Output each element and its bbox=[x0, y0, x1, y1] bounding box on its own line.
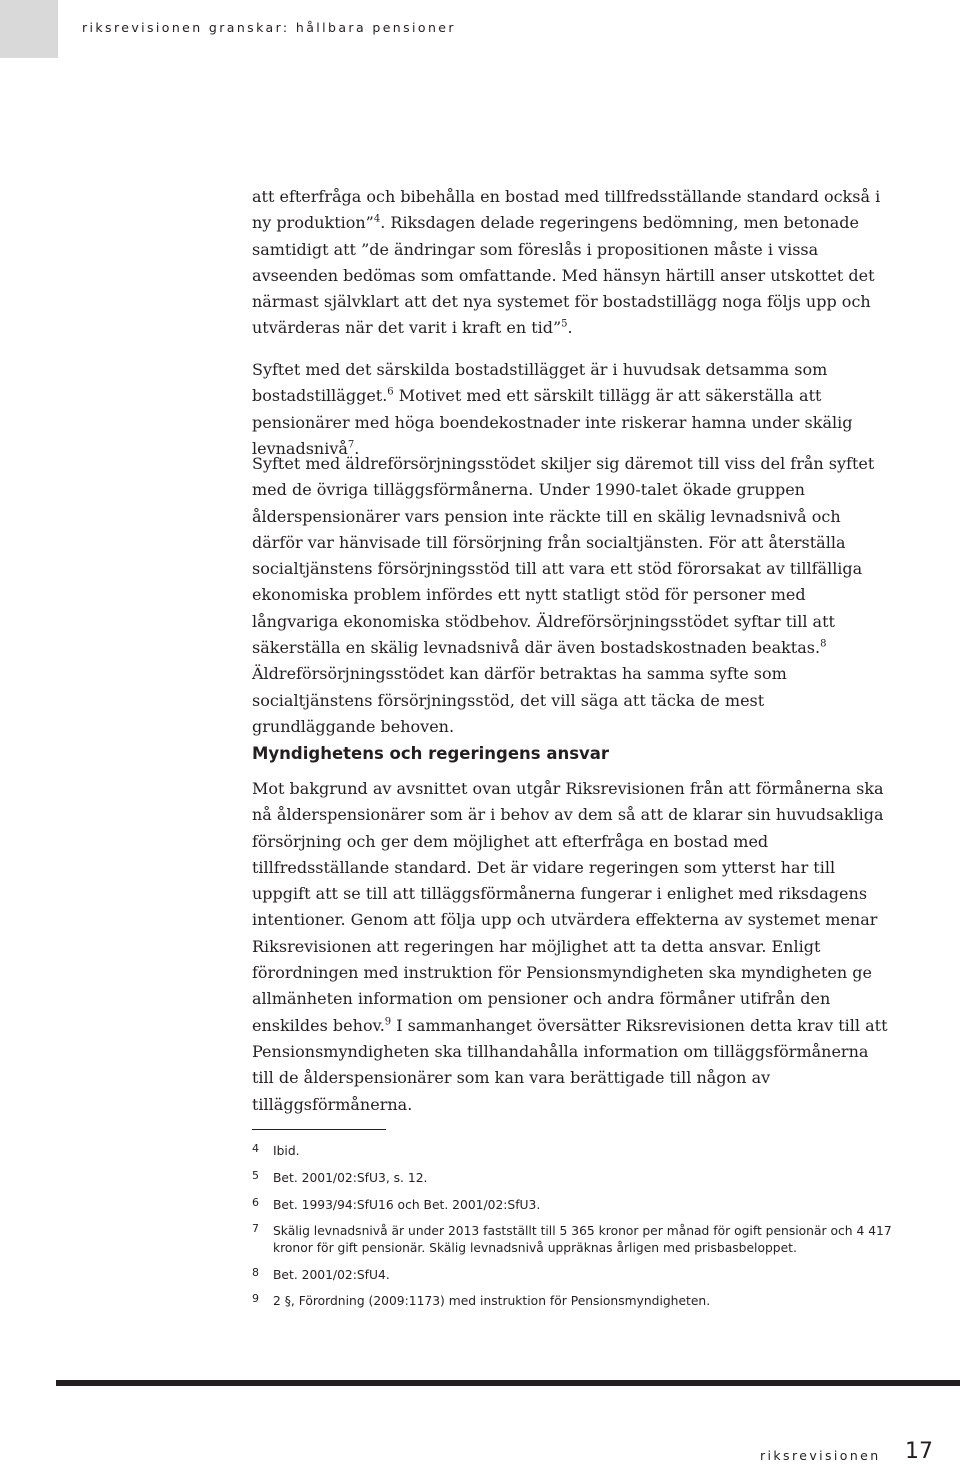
footnote-number: 4 bbox=[252, 1142, 259, 1155]
footnote-6 bbox=[252, 1197, 892, 1214]
body-paragraph-3 bbox=[252, 451, 892, 740]
running-header bbox=[82, 20, 456, 35]
body-paragraph-2 bbox=[252, 357, 892, 462]
corner-marker bbox=[0, 0, 58, 58]
paragraph-text-part: Syftet med äldreförsörjningsstödet skiljer sig däremot till viss del från syftet med de övriga tilläggsförmånerna. Under 1990-talet ökade gruppen ålderspensionärer vars pension inte räckte till en skälig levnadsnivå och därför var hänvisade till försörjning från socialtjänsten. För att återställa socialtjänstens försörjningsstöd till att vara ett stöd förorsakat av tillfälliga ekonomiska problem infördes ett nytt statligt stöd för personer med långvariga ekonomiska stödbehov. Äldreförsörjningsstödet syftar till att säkerställa en skälig levnadsnivå där även bostadskostnaden beaktas. bbox=[252, 454, 875, 658]
footnote-ref-5[interactable]: 5 bbox=[561, 319, 568, 331]
footnote-text: Bet. 2001/02:SfU3, s. 12. bbox=[273, 1171, 428, 1185]
footnote-text: Skälig levnadsnivå är under 2013 fastställt till 5 365 kronor per månad för ogift pensionär och 4 417 kronor för gift pensionär. Skälig levnadsnivå uppräknas årligen med prisbasbeloppet. bbox=[273, 1224, 892, 1255]
paragraph-text-part: Mot bakgrund av avsnittet ovan utgår Riksrevisionen från att förmånerna ska nå ålderspensionärer som är i behov av dem så att de klarar sin huvudsakliga försörjning och ger dem möjlighet att efterfråga en bostad med tillfredsställande standard. Det är vidare regeringen som ytterst har till uppgift att se till att tilläggsförmånerna fungerar i enlighet med riksdagens intentioner. Genom att följa upp och utvärdera effekterna av systemet menar Riksrevisionen att regeringen har möjlighet att ta detta ansvar. Enligt förordningen med instruktion för Pensionsmyndigheten ska myndigheten ge allmänheten information om pensioner och andra förmåner utifrån den enskildes behov. bbox=[252, 779, 884, 1035]
footnote-text: Bet. 1993/94:SfU16 och Bet. 2001/02:SfU3. bbox=[273, 1198, 541, 1212]
footnote-text: Bet. 2001/02:SfU4. bbox=[273, 1268, 390, 1282]
paragraph-text-part: . bbox=[567, 318, 573, 338]
footnote-4 bbox=[252, 1143, 892, 1160]
running-header-title: riksrevisionen granskar: hållbara pensioner bbox=[82, 20, 456, 35]
footnote-7 bbox=[252, 1223, 892, 1257]
body-paragraph-1 bbox=[252, 184, 892, 342]
paragraph-text bbox=[252, 451, 892, 740]
footnote-number: 9 bbox=[252, 1292, 259, 1305]
paragraph-text-part: . bbox=[354, 438, 360, 458]
footnote-text: 2 §, Förordning (2009:1173) med instruktion för Pensionsmyndigheten. bbox=[273, 1294, 711, 1308]
footnote-text: Ibid. bbox=[273, 1144, 300, 1158]
body-paragraph-4 bbox=[252, 776, 892, 1118]
paragraph-text-part: . Riksdagen delade regeringens bedömning, men betonade samtidigt att ”de ändringar som föreslås i propositionen måste i vissa avseenden bedömas som omfattande. Med hänsyn härtill anser utskottet det närmast självklart att det nya systemet för bostadstillägg noga följs upp och utvärderas när det varit i kraft en tid” bbox=[252, 213, 875, 338]
paragraph-text bbox=[252, 184, 892, 342]
footnote-8 bbox=[252, 1267, 892, 1284]
paragraph-text-part: Äldreförsörjningsstödet kan därför betraktas ha samma syfte som socialtjänstens försörjningsstöd, det vill säga att täcka de mest grundläggande behoven. bbox=[252, 664, 787, 736]
footnote-ref-7[interactable]: 7 bbox=[347, 439, 355, 451]
paragraph-text bbox=[252, 357, 892, 462]
footer-publisher: riksrevisionen bbox=[760, 1448, 881, 1463]
footnote-number: 6 bbox=[252, 1196, 259, 1209]
footnote-number: 7 bbox=[252, 1222, 259, 1235]
footnote-5 bbox=[252, 1170, 892, 1187]
footnote-ref-4[interactable]: 4 bbox=[373, 213, 381, 225]
footnote-number: 5 bbox=[252, 1169, 259, 1182]
footnote-ref-8[interactable]: 8 bbox=[820, 638, 827, 650]
footnote-ref-9[interactable]: 9 bbox=[384, 1016, 392, 1028]
section-heading: Myndighetens och regeringens ansvar bbox=[252, 744, 610, 763]
footnote-ref-6[interactable]: 6 bbox=[387, 386, 394, 398]
footnote-divider bbox=[252, 1129, 386, 1130]
paragraph-text-part: att efterfråga och bibehålla en bostad med tillfredsställande standard också i ny produktion” bbox=[252, 187, 881, 233]
page-number: 17 bbox=[905, 1439, 933, 1464]
paragraph-text bbox=[252, 776, 892, 1118]
footer-rule bbox=[56, 1380, 960, 1386]
footnote-9 bbox=[252, 1293, 892, 1310]
paragraph-text-part: Syftet med det särskilda bostadstillägget är i huvudsak detsamma som bostadstillägget. bbox=[252, 360, 828, 406]
footnote-number: 8 bbox=[252, 1266, 259, 1279]
paragraph-text-part: I sammanhanget översätter Riksrevisionen detta krav till att Pensionsmyndigheten ska tillhandahålla information om tilläggsförmånerna till de ålderspensionärer som kan vara berättigade till någon av tilläggsförmånerna. bbox=[252, 1015, 888, 1114]
paragraph-text-part: Motivet med ett särskilt tillägg är att säkerställa att pensionärer med höga boendekostnader inte riskerar hamna under skälig levnadsnivå bbox=[252, 386, 853, 458]
